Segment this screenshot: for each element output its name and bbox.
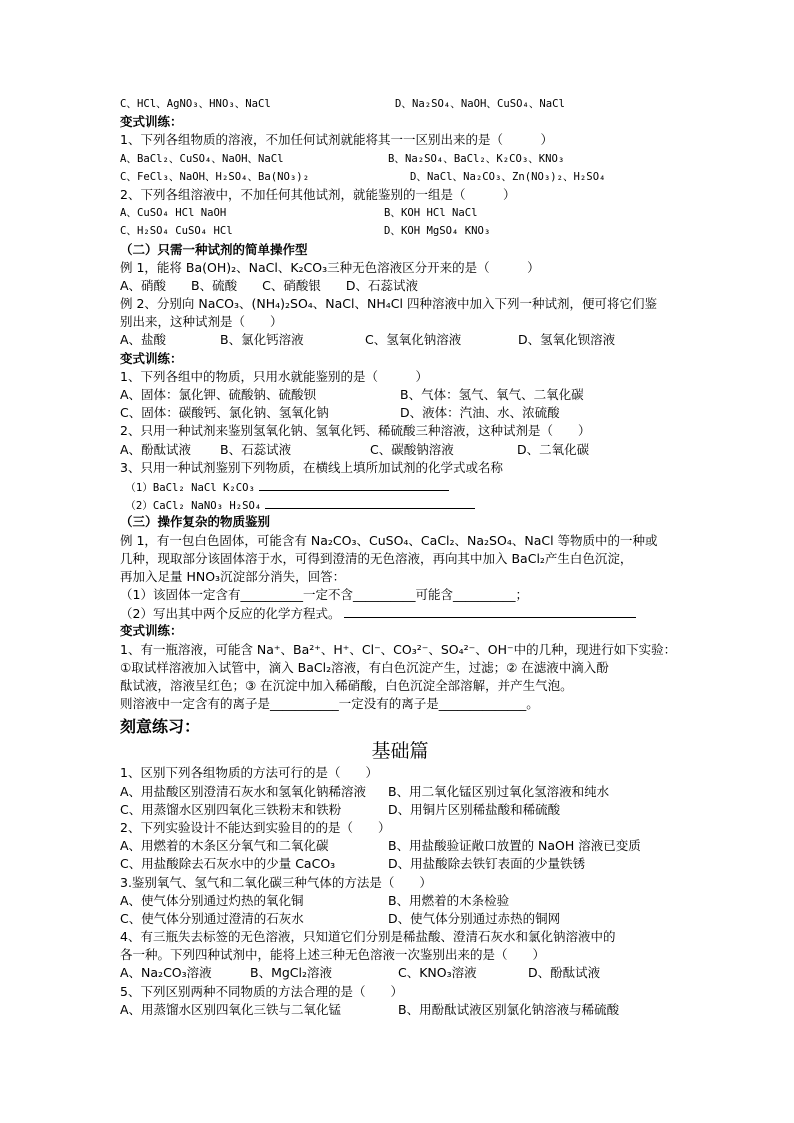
line-text: 例 1，有一包白色固体，可能含有 Na₂CO₃、CuSO₄、CaCl₂、Na₂SO₄、NaCl 等物质中的一种或 [120, 532, 658, 548]
text-line [120, 422, 680, 440]
line-text: 5、下列区别两种不同物质的方法合理的是（ ） [120, 983, 403, 999]
text-line [120, 150, 680, 168]
answer-blank[interactable] [259, 477, 449, 491]
text-line [120, 168, 680, 186]
option-text: D、使气体分别通过赤热的铜网 [388, 910, 561, 926]
text-line [120, 568, 680, 586]
line-text: A、使气体分别通过灼热的氧化铜 [120, 892, 304, 908]
line-text: C、FeCl₃、NaOH、H₂SO₄、Ba(NO₃)₂ [120, 170, 310, 183]
section-heading [120, 350, 680, 368]
option-text: C、碳酸钠溶液 [370, 441, 454, 457]
text-line [120, 910, 680, 928]
option-text: B、气体：氢气、氧气、二氧化碳 [400, 387, 584, 402]
section-title [120, 738, 680, 764]
line-text: 刻意练习： [120, 717, 201, 737]
option-text: B、Na₂SO₄、BaCl₂、K₂CO₃、KNO₃ [388, 152, 565, 165]
line-text: 3.鉴别氧气、氢气和二氧化碳三种气体的方法是（ ） [120, 874, 432, 890]
text-line [120, 277, 680, 295]
line-text: 别出来，这种试剂是（ ） [120, 314, 283, 330]
line-text: 再加入足量 HNO₃沉淀部分消失，回答： [120, 568, 346, 584]
text-line [120, 186, 680, 204]
text-line [120, 764, 680, 782]
line-text: A、用蒸馏水区别四氧化三铁与二氧化锰 [120, 1001, 342, 1017]
text-line [120, 801, 680, 819]
option-text: D、液体：汽油、水、浓硫酸 [400, 405, 560, 421]
text-line [120, 586, 680, 604]
text-line [120, 604, 680, 622]
option-text: D、二氧化碳 [517, 441, 590, 457]
line-text: 1、区别下列各组物质的方法可行的是（ ） [120, 765, 378, 781]
text-line [120, 95, 680, 113]
text-line [120, 441, 680, 459]
line-text: C、用蒸馏水区别四氧化三铁粉末和铁粉 [120, 801, 342, 817]
line-text: 2、下列实验设计不能达到实验目的的是（ ） [120, 819, 391, 835]
text-line [120, 313, 680, 331]
text-line [120, 295, 680, 313]
line-text: 变式训练： [120, 623, 183, 639]
line-text: C、固体：碳酸钙、氯化钠、氢氧化钠 [120, 405, 329, 421]
text-line [120, 892, 680, 910]
line-text: 变式训练： [120, 114, 183, 130]
option-text: B、氯化钙溶液 [220, 332, 304, 348]
option-text: C、KNO₃溶液 [398, 965, 477, 981]
text-line [120, 641, 680, 659]
text-line [120, 222, 680, 240]
line-text: （二）只需一种试剂的简单操作型 [120, 241, 308, 257]
line-text: 1、下列各组中的物质，只用水就能鉴别的是（ ） [120, 368, 428, 384]
line-text: A、用燃着的木条区分氧气和二氧化碳 [120, 838, 329, 854]
option-text: D、NaCl、Na₂CO₃、Zn(NO₃)₂、H₂SO₄ [410, 170, 606, 183]
option-text: B、KOH HCl NaCl [384, 207, 478, 220]
line-text: A、BaCl₂、CuSO₄、NaOH、NaCl [120, 152, 284, 165]
text-line [120, 495, 680, 513]
option-text: B、用二氧化锰区别过氧化氢溶液和纯水 [388, 783, 610, 799]
text-line [120, 204, 680, 222]
option-text: C、氢氧化钠溶液 [365, 332, 462, 348]
text-line [120, 946, 680, 964]
option-text: D、用铜片区别稀盐酸和稀硫酸 [388, 801, 561, 817]
option-text: D、用盐酸除去铁钉表面的少量铁锈 [388, 856, 586, 872]
line-text: A、硝酸 B、硫酸 C、硝酸银 D、石蕊试液 [120, 277, 418, 293]
text-line [120, 837, 680, 855]
line-text: A、酚酞试液 [120, 441, 192, 457]
line-text: 几种，现取部分该固体溶于水，可得到澄清的无色溶液，再向其中加入 BaCl₂产生白色沉淀， [120, 550, 633, 566]
line-text: 2、下列各组溶液中，不加任何其他试剂，就能鉴别的一组是（ ） [120, 186, 516, 202]
section-heading [120, 113, 680, 131]
section-heading [120, 241, 680, 259]
line-text: （1）该固体一定含有__________一定不含__________可能含__________； [120, 587, 528, 603]
text-line [120, 659, 680, 677]
section-heading [120, 513, 680, 531]
line-text: 酞试液，溶液呈红色；③ 在沉淀中加入稀硝酸，白色沉淀全部溶解，并产生气泡。 [120, 678, 573, 693]
line-text: 基础篇 [371, 740, 429, 763]
text-line [120, 404, 680, 422]
line-text: （2）CaCl₂ NaNO₃ H₂SO₄ [120, 500, 262, 513]
line-text: 例 1，能将 Ba(OH)₂、NaCl、K₂CO₃三种无色溶液区分开来的是（ ） [120, 259, 540, 275]
text-line [120, 1001, 680, 1019]
line-text: 例 2、分别向 NaCO₃、(NH₄)₂SO₄、NaCl、NH₄Cl 四种溶液中加入下列一种试剂，便可将它们鉴 [120, 296, 657, 312]
option-text: B、用盐酸验证敞口放置的 NaOH 溶液已变质 [388, 838, 641, 854]
option-text: D、氢氧化钡溶液 [518, 332, 616, 348]
text-line [120, 550, 680, 568]
text-line [120, 259, 680, 277]
text-line [120, 532, 680, 550]
answer-blank[interactable] [344, 604, 636, 618]
text-line [120, 368, 680, 386]
text-line [120, 477, 680, 495]
line-text: 3、只用一种试剂鉴别下列物质，在横线上填所加试剂的化学式或名称 [120, 459, 503, 475]
option-text: D、Na₂SO₄、NaOH、CuSO₄、NaCl [395, 98, 565, 110]
line-text: 各一种。下列四种试剂中，能将上述三种无色溶液一次鉴别出来的是（ ） [120, 947, 546, 963]
line-text: C、使气体分别通过澄清的石灰水 [120, 910, 304, 926]
text-line [120, 874, 680, 892]
line-text: （1）BaCl₂ NaCl K₂CO₃ [120, 481, 255, 494]
line-text: C、用盐酸除去石灰水中的少量 CaCO₃ [120, 856, 336, 872]
text-line [120, 819, 680, 837]
line-text: 则溶液中一定含有的离子是___________一定没有的离子是______________。 [120, 696, 539, 712]
line-text: ①取试样溶液加入试管中，滴入 BaCl₂溶液，有白色沉淀产生，过滤；② 在滤液中滴入酚 [120, 659, 609, 675]
text-line [120, 783, 680, 801]
line-text: 1、下列各组物质的溶液，不加任何试剂就能将其一一区别出来的是（ ） [120, 132, 553, 148]
line-text: A、Na₂CO₃溶液 [120, 965, 212, 981]
answer-blank[interactable] [265, 495, 475, 509]
section-heading [120, 622, 680, 640]
option-text: B、MgCl₂溶液 [250, 965, 333, 981]
text-line [120, 331, 680, 349]
option-text: D、酚酞试液 [528, 965, 601, 981]
text-line [120, 855, 680, 873]
line-text: C、H₂SO₄ CuSO₄ HCl [120, 225, 233, 238]
document-page [120, 95, 680, 1019]
line-text: A、固体：氯化钾、硫酸钠、硫酸钡 [120, 387, 317, 402]
text-line [120, 983, 680, 1001]
section-heading [120, 716, 680, 738]
text-line [120, 131, 680, 149]
line-text: （2）写出其中两个反应的化学方程式。 [120, 606, 341, 622]
line-text: 1、有一瓶溶液，可能含 Na⁺、Ba²⁺、H⁺、Cl⁻、CO₃²⁻、SO₄²⁻、OH⁻中的几种，现进行如下实验： [120, 641, 677, 657]
option-text: D、KOH MgSO₄ KNO₃ [384, 225, 491, 238]
text-line [120, 677, 680, 695]
line-text: C、HCl、AgNO₃、HNO₃、NaCl [120, 98, 271, 110]
option-text: B、用燃着的木条检验 [388, 892, 510, 908]
text-line [120, 386, 680, 404]
text-line [120, 459, 680, 477]
line-text: 4、有三瓶失去标签的无色溶液，只知道它们分别是稀盐酸、澄清石灰水和氯化钠溶液中的 [120, 929, 616, 945]
option-text: B、用酚酞试液区别氯化钠溶液与稀硫酸 [398, 1001, 620, 1017]
line-text: 变式训练： [120, 350, 183, 366]
line-text: A、用盐酸区别澄清石灰水和氢氧化钠稀溶液 [120, 783, 367, 799]
text-line [120, 928, 680, 946]
option-text: B、石蕊试液 [220, 441, 292, 457]
line-text: A、盐酸 [120, 332, 167, 348]
text-line [120, 964, 680, 982]
line-text: 2、只用一种试剂来鉴别氢氧化钠、氢氧化钙、稀硫酸三种溶液，这种试剂是（ ） [120, 423, 591, 439]
text-line [120, 695, 680, 713]
line-text: （三）操作复杂的物质鉴别 [120, 514, 271, 530]
line-text: A、CuSO₄ HCl NaOH [120, 207, 227, 220]
